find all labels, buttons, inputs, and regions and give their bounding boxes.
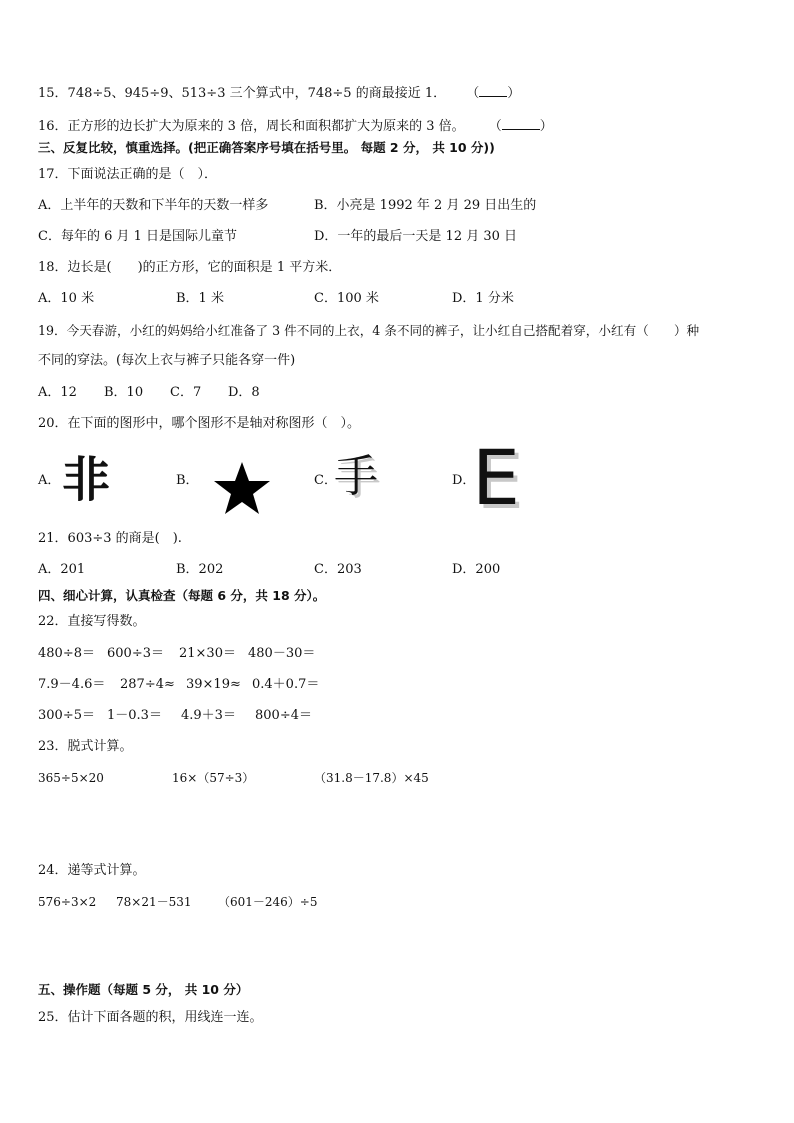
section-3-heading: 三、反复比较，慎重选择。(把正确答案序号填在括号里。 每题 2 分， 共 10 分)) bbox=[38, 140, 495, 155]
q21-option-b[interactable]: B．202 bbox=[176, 562, 224, 577]
q19-option-a[interactable]: A．12 bbox=[38, 385, 77, 400]
answer-blank-15[interactable] bbox=[479, 82, 507, 97]
question-22-stem: 22．直接写得数。 bbox=[38, 614, 146, 629]
q20-figure-fei: 非 bbox=[62, 452, 111, 508]
q17-option-d[interactable]: D．一年的最后一天是 12 月 30 日 bbox=[314, 229, 518, 244]
calc-item: 4.9＋3＝ bbox=[181, 708, 236, 723]
calc-item: 600÷3＝ bbox=[107, 646, 164, 661]
calc-item: 1－0.3＝ bbox=[107, 708, 162, 723]
calc-item: （601－246）÷5 bbox=[218, 895, 318, 909]
q19-option-c[interactable]: C．7 bbox=[170, 385, 202, 400]
q20-figure-e: E bbox=[472, 433, 521, 522]
q21-option-a[interactable]: A．201 bbox=[38, 562, 86, 577]
q19-option-d[interactable]: D．8 bbox=[228, 385, 260, 400]
question-24-stem: 24．递等式计算。 bbox=[38, 863, 146, 878]
calc-item: 480－30＝ bbox=[248, 646, 316, 661]
calc-item: 800÷4＝ bbox=[255, 708, 312, 723]
q20-option-c-label[interactable]: C． bbox=[314, 473, 337, 488]
question-21-stem: 21．603÷3 的商是( ). bbox=[38, 531, 182, 546]
calc-item: （31.8－17.8）×45 bbox=[314, 771, 429, 785]
calc-item: 7.9－4.6＝ bbox=[38, 677, 106, 692]
calc-item: 480÷8＝ bbox=[38, 646, 95, 661]
star-icon bbox=[212, 460, 272, 516]
question-16: 16．正方形的边长扩大为原来的 3 倍，周长和面积都扩大为原来的 3 倍。 （ ） bbox=[38, 115, 553, 136]
calc-item: 39×19≈ bbox=[186, 677, 241, 692]
q20-option-d-label[interactable]: D． bbox=[452, 473, 476, 488]
calc-item: 0.4＋0.7＝ bbox=[252, 677, 320, 692]
q19-option-b[interactable]: B．10 bbox=[104, 385, 144, 400]
section-5-heading: 五、操作题（每题 5 分， 共 10 分） bbox=[38, 982, 249, 997]
question-15-text: 15．748÷5、945÷9、513÷3 三个算式中，748÷5 的商最接近 1． bbox=[38, 86, 447, 101]
q17-option-a[interactable]: A．上半年的天数和下半年的天数一样多 bbox=[38, 198, 269, 213]
q18-option-c[interactable]: C．100 米 bbox=[314, 291, 379, 306]
question-16-text: 16．正方形的边长扩大为原来的 3 倍，周长和面积都扩大为原来的 3 倍。 bbox=[38, 119, 465, 134]
q18-option-b[interactable]: B．1 米 bbox=[176, 291, 224, 306]
calc-item: 300÷5＝ bbox=[38, 708, 95, 723]
question-18-stem: 18．边长是( )的正方形，它的面积是 1 平方米． bbox=[38, 260, 342, 275]
question-19-stem-line2: 不同的穿法。(每次上衣与裤子只能各穿一件) bbox=[38, 353, 296, 368]
q20-figure-shou: 手 bbox=[334, 451, 378, 502]
q21-option-d[interactable]: D．200 bbox=[452, 562, 501, 577]
calc-item: 16×（57÷3） bbox=[172, 771, 255, 785]
q17-option-c[interactable]: C．每年的 6 月 1 日是国际儿童节 bbox=[38, 229, 238, 244]
calc-item: 576÷3×2 bbox=[38, 895, 97, 909]
q20-option-b-label[interactable]: B． bbox=[176, 473, 199, 488]
question-17-stem: 17．下面说法正确的是（ ）． bbox=[38, 167, 218, 182]
question-19-stem-line1: 19．今天春游，小红的妈妈给小红准备了 3 件不同的上衣，4 条不同的裤子，让小红自己搭配着穿，小红有（ ）种 bbox=[38, 323, 700, 338]
calc-item: 365÷5×20 bbox=[38, 771, 104, 785]
q18-option-a[interactable]: A．10 米 bbox=[38, 291, 95, 306]
q20-option-a-label[interactable]: A． bbox=[38, 473, 61, 488]
calc-item: 78×21－531 bbox=[116, 895, 192, 909]
answer-blank-16[interactable] bbox=[502, 115, 540, 130]
calc-item: 21×30＝ bbox=[179, 646, 236, 661]
calc-item: 287÷4≈ bbox=[120, 677, 175, 692]
q21-option-c[interactable]: C．203 bbox=[314, 562, 362, 577]
q17-option-b[interactable]: B．小亮是 1992 年 2 月 29 日出生的 bbox=[314, 198, 537, 213]
question-23-stem: 23．脱式计算。 bbox=[38, 739, 133, 754]
section-4-heading: 四、细心计算，认真检查（每题 6 分，共 18 分）。 bbox=[38, 588, 326, 603]
question-15: 15．748÷5、945÷9、513÷3 三个算式中，748÷5 的商最接近 1． （ ） bbox=[38, 82, 520, 103]
question-25-stem: 25．估计下面各题的积，用线连一连。 bbox=[38, 1010, 263, 1025]
q18-option-d[interactable]: D．1 分米 bbox=[452, 291, 514, 306]
question-20-stem: 20．在下面的图形中，哪个图形不是轴对称图形（ ）。 bbox=[38, 416, 361, 431]
